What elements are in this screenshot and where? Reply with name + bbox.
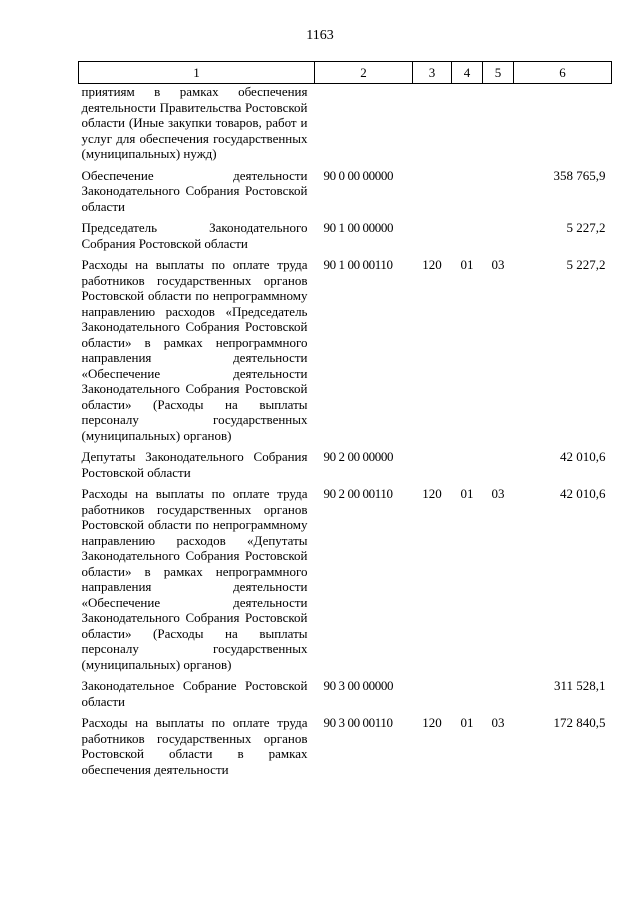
row-csr: 90 3 00 00110: [323, 715, 393, 730]
row-pr: [483, 165, 514, 218]
table-row: [79, 217, 612, 254]
row-pr: [483, 446, 514, 483]
row-sum: [514, 84, 612, 165]
row-csr: [315, 84, 413, 165]
table-row: [79, 675, 612, 712]
row-name: Обеспечение деятельности Законодательного Собрания Ростовской области: [81, 167, 308, 214]
row-rz: [452, 446, 483, 483]
row-name: приятиям в рамках обеспечения деятельности Правительства Ростовской области (Иные закупки товаров, работ и услуг для обеспечения государственных (муниципальных) нужд): [81, 84, 308, 161]
row-csr: 90 0 00 00000: [323, 167, 394, 183]
row-csr: 90 3 00 00000: [323, 678, 394, 693]
row-vr: [413, 217, 452, 254]
column-header-csr: 2: [315, 62, 413, 84]
row-vr: [413, 446, 452, 483]
row-rz: [452, 84, 483, 165]
row-pr: 03: [491, 715, 505, 730]
row-name: Расходы на выплаты по оплате труда работников государственных органов Ростовской области в рамках обеспечения деятельности: [81, 715, 308, 777]
row-sum: 5 227,2: [566, 257, 606, 272]
budget-table: [78, 61, 612, 780]
row-rz: [452, 165, 483, 218]
row-pr: [483, 217, 514, 254]
row-sum: 311 528,1: [553, 678, 606, 693]
row-rz: [452, 217, 483, 254]
row-name: Депутаты Законодательного Собрания Ростовской области: [81, 449, 308, 480]
table-row: [79, 84, 612, 165]
row-vr: 120: [422, 715, 442, 730]
row-vr: [413, 84, 452, 165]
row-csr: 90 1 00 00000: [323, 220, 394, 235]
row-sum: 5 227,2: [566, 220, 606, 235]
row-csr: 90 1 00 00110: [323, 257, 393, 272]
row-pr: [483, 675, 514, 712]
row-sum: 358 765,9: [553, 167, 606, 183]
table-row: [79, 712, 612, 780]
row-rz: 01: [460, 257, 474, 272]
column-header-pr: 5: [483, 62, 514, 84]
row-pr: 03: [491, 257, 505, 272]
row-sum: 172 840,5: [553, 715, 606, 730]
row-csr: 90 2 00 00110: [323, 486, 393, 501]
row-name: Председатель Законодательного Собрания Ростовской области: [81, 220, 308, 251]
table-row: [79, 446, 612, 483]
row-pr: 03: [491, 486, 505, 501]
row-name: Расходы на выплаты по оплате труда работников государственных органов Ростовской области по непрограммному направлению расходов «Депутаты Законодательного Собрания Ростовской области» в рамках непрограммного направления деятельности «Обеспечение деятельности Законодательного Собрания Ростовской области» (Расходы на выплаты персоналу государственных (муниципальных) органов): [81, 486, 308, 672]
row-rz: [452, 675, 483, 712]
row-vr: 120: [422, 257, 442, 272]
row-name: Законодательное Собрание Ростовской области: [81, 678, 308, 709]
row-vr: [413, 675, 452, 712]
row-name: Расходы на выплаты по оплате труда работников государственных органов Ростовской области по непрограммному направлению расходов «Председатель Законодательного Собрания Ростовской области» в рамках непрограммного направления деятельности «Обеспечение деятельности Законодательного Собрания Ростовской области» (Расходы на выплаты персоналу государственных (муниципальных) органов): [81, 257, 308, 443]
table-header-row: [79, 62, 612, 84]
row-rz: 01: [460, 486, 474, 501]
row-pr: [483, 84, 514, 165]
page-number: 1163: [306, 28, 334, 43]
table-row: [79, 254, 612, 446]
column-header-sum: 6: [514, 62, 612, 84]
row-sum: 42 010,6: [560, 449, 606, 464]
table-row: [79, 165, 612, 218]
column-header-name: 1: [79, 62, 315, 84]
row-vr: 120: [422, 486, 442, 501]
row-vr: [413, 165, 452, 218]
row-sum: 42 010,6: [560, 486, 606, 501]
row-rz: 01: [460, 715, 474, 730]
column-header-rz: 4: [452, 62, 483, 84]
column-header-vr: 3: [413, 62, 452, 84]
table-row: [79, 483, 612, 675]
row-csr: 90 2 00 00000: [323, 449, 394, 464]
